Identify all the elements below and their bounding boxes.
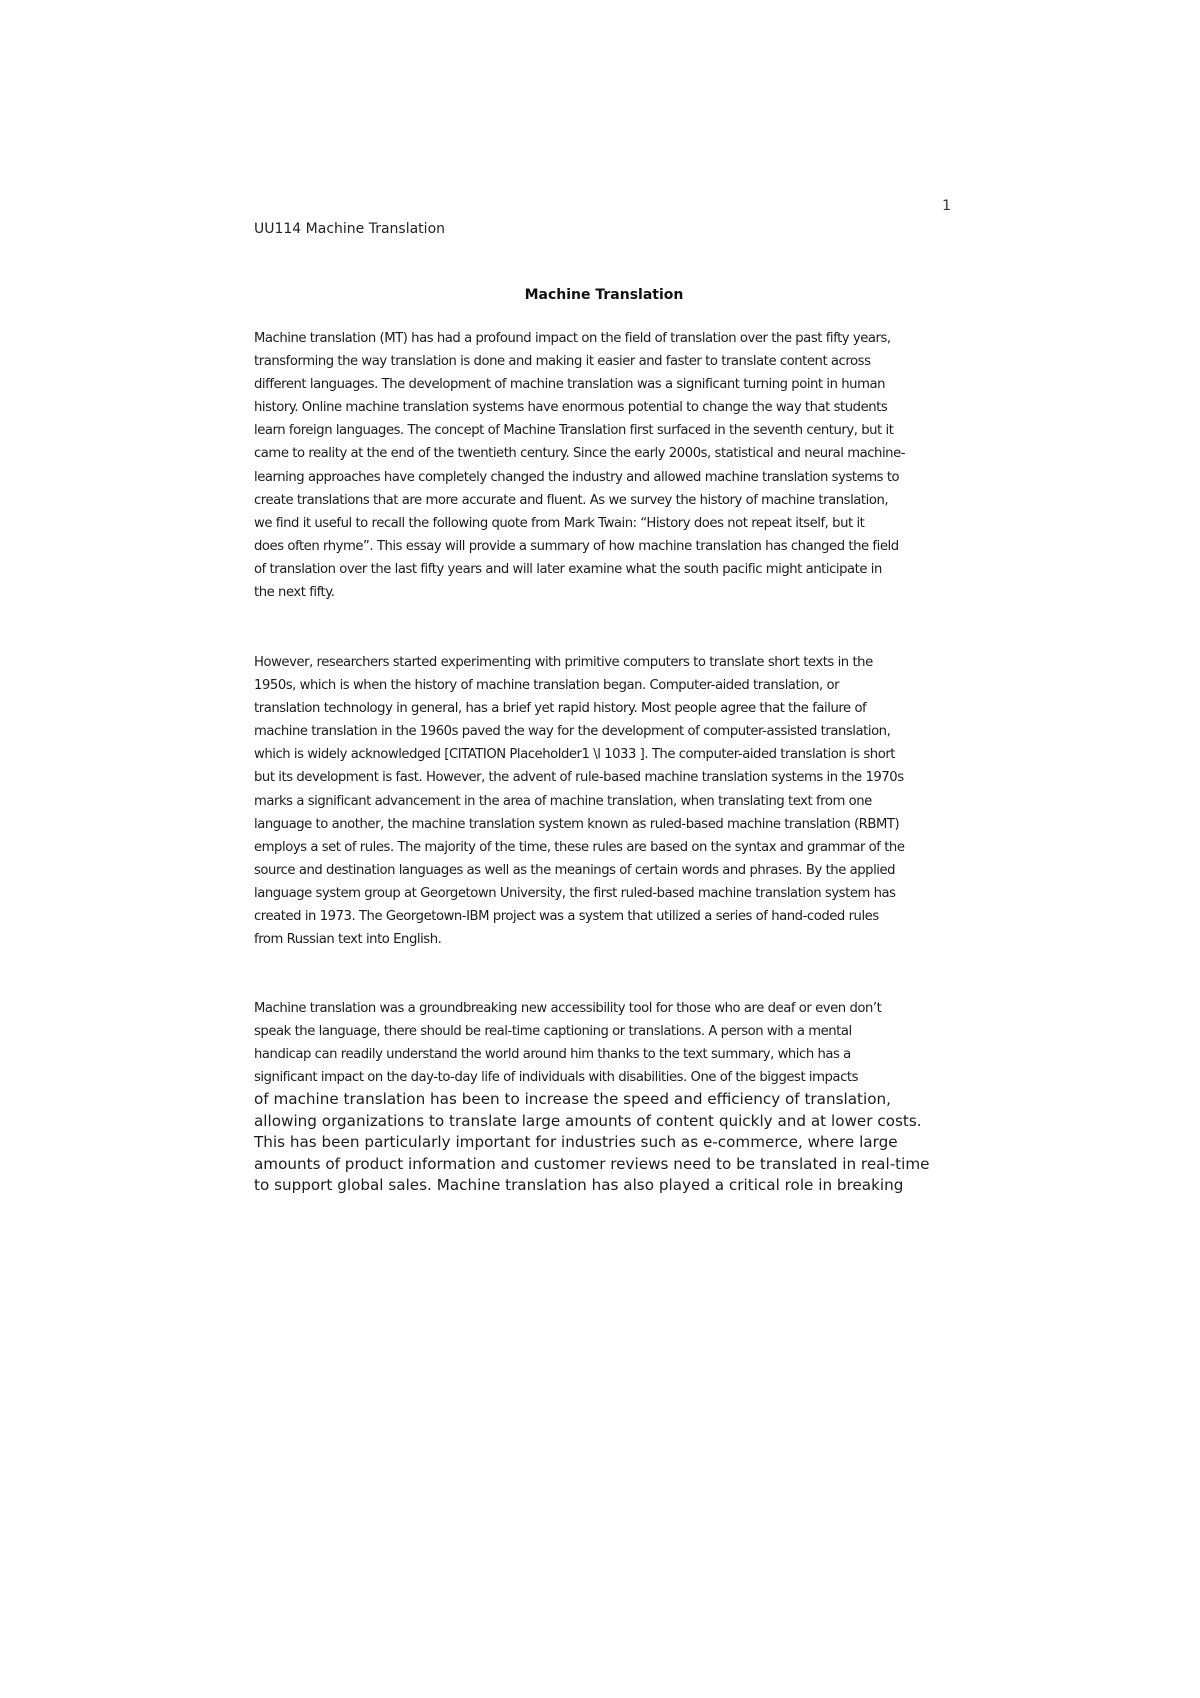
page-number: 1 [942, 198, 951, 214]
paragraph-line: Machine translation (MT) has had a profound impact on the field of translation over the past fifty years, [254, 331, 891, 346]
paragraph-line: 1950s, which is when the history of machine translation began. Computer-aided translation, or [254, 678, 840, 694]
paragraph-line: allowing organizations to translate large amounts of content quickly and at lower costs. [254, 1111, 922, 1130]
paragraph-line: learn foreign languages. The concept of Machine Translation first surfaced in the seventh century, but it [254, 423, 894, 439]
paragraph-line: translation technology in general, has a brief yet rapid history. Most people agree that the failure of [254, 701, 867, 717]
paragraph-line: history. Online machine translation systems have enormous potential to change the way that students [254, 400, 888, 416]
paragraph-line: from Russian text into English. [254, 932, 442, 948]
paragraph-line: create translations that are more accurate and fluent. As we survey the history of machine translation, [254, 492, 889, 508]
paragraph-line: we find it useful to recall the following quote from Mark Twain: “History does not repeat itself, but it [254, 515, 865, 531]
paragraph-history [254, 651, 954, 951]
paragraph-line: which is widely acknowledged [CITATION Placeholder1 \l 1033 ]. The computer-aided translation is short [254, 747, 896, 763]
paragraph-line: created in 1973. The Georgetown-IBM project was a system that utilized a series of hand-coded rules [254, 909, 879, 925]
paragraph-line: different languages. The development of machine translation was a significant turning point in human [254, 377, 886, 393]
paragraph-line: learning approaches have completely changed the industry and allowed machine translation systems to [254, 469, 900, 485]
paragraph-line: employs a set of rules. The majority of the time, these rules are based on the syntax and grammar of the [254, 839, 905, 855]
paragraph-line: Machine translation was a groundbreaking new accessibility tool for those who are deaf or even don’t [254, 1001, 882, 1016]
paragraph-line: does often rhyme”. This essay will provide a summary of how machine translation has changed the field [254, 538, 899, 554]
paragraph-line: marks a significant advancement in the area of machine translation, when translating text from one [254, 793, 872, 809]
paragraph-line: language to another, the machine translation system known as ruled-based machine translation (RBMT) [254, 816, 900, 832]
paragraph-line: This has been particularly important for industries such as e-commerce, where large [254, 1133, 898, 1152]
paragraph-line: language system group at Georgetown University, the first ruled-based machine translation system has [254, 885, 896, 901]
paragraph-introduction [254, 327, 954, 604]
paragraph-line: machine translation in the 1960s paved the way for the development of computer-assisted translation, [254, 724, 891, 740]
running-header: UU114 Machine Translation [254, 221, 446, 237]
document-title: Machine Translation [524, 287, 684, 303]
paragraph-line: However, researchers started experimenting with primitive computers to translate short texts in the [254, 655, 873, 670]
paragraph-line: speak the language, there should be real-time captioning or translations. A person with a mental [254, 1024, 852, 1040]
paragraph-line: the next fifty. [254, 585, 335, 601]
paragraph-line: came to reality at the end of the twentieth century. Since the early 2000s, statistical and neural machine- [254, 446, 906, 462]
paragraph-line: significant impact on the day-to-day life of individuals with disabilities. One of the biggest impacts [254, 1070, 859, 1086]
paragraph-line: of translation over the last fifty years and will later examine what the south pacific might anticipate in [254, 561, 882, 577]
paragraph-accessibility [254, 997, 954, 1196]
paragraph-line: amounts of product information and customer reviews need to be translated in real-time [254, 1154, 930, 1173]
paragraph-line: transforming the way translation is done and making it easier and faster to translate content across [254, 354, 871, 370]
paragraph-line: source and destination languages as well as the meanings of certain words and phrases. By the applied [254, 862, 896, 878]
paragraph-line: but its development is fast. However, the advent of rule-based machine translation systems in the 1970s [254, 770, 904, 786]
paragraph-line: of machine translation has been to increase the speed and efficiency of translation, [254, 1090, 891, 1109]
paragraph-line: handicap can readily understand the world around him thanks to the text summary, which has a [254, 1047, 851, 1063]
paragraph-line: to support global sales. Machine translation has also played a critical role in breaking [254, 1176, 904, 1194]
